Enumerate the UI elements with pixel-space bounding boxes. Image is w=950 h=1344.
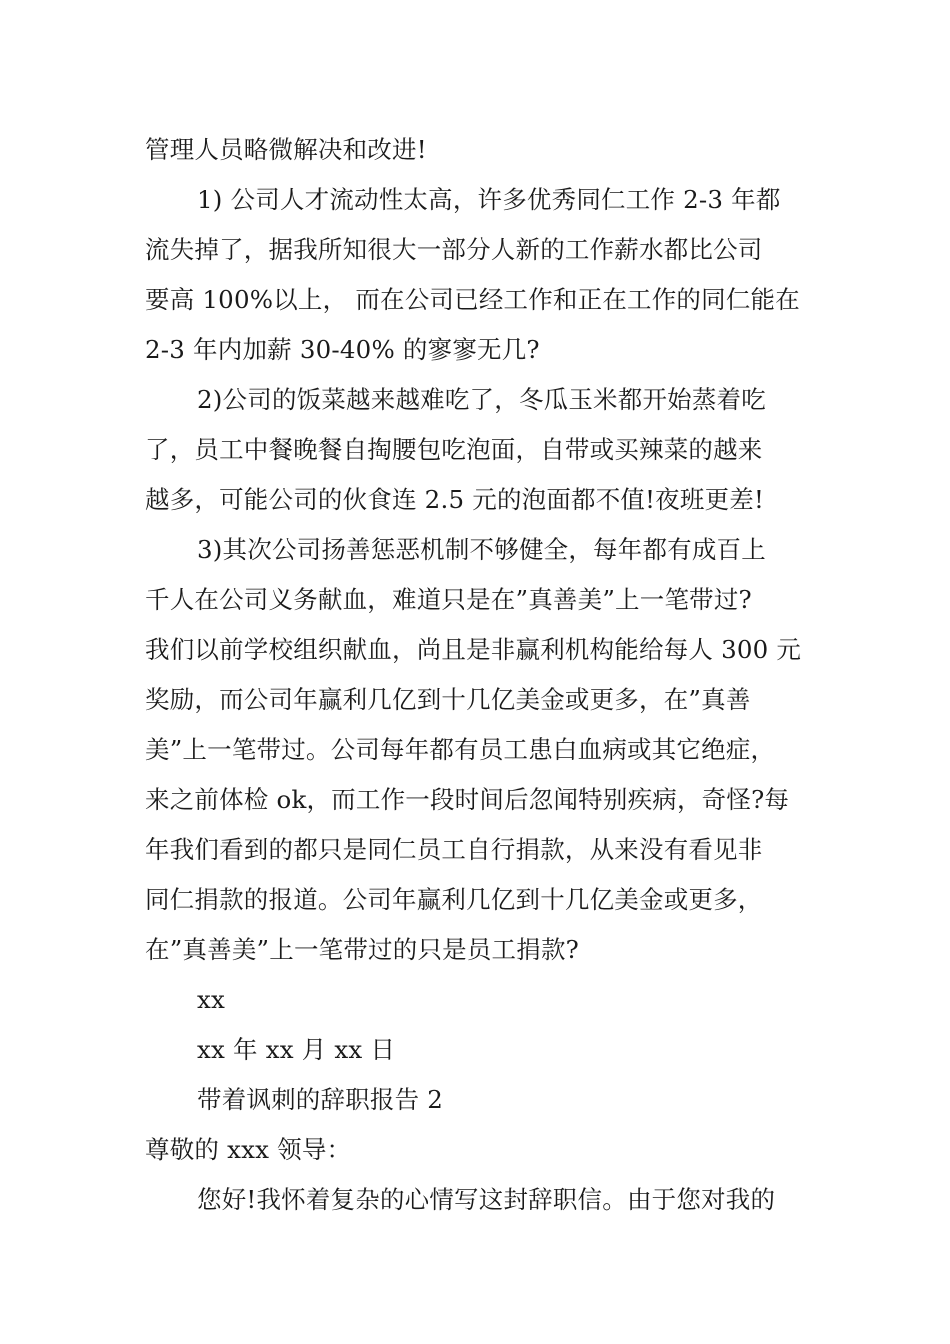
text-line: 管理人员略微解决和改进! <box>145 135 427 164</box>
text-line: 美”上一笔带过。公司每年都有员工患白血病或其它绝症， <box>145 735 776 764</box>
text-line: 流失掉了，据我所知很大一部分人新的工作薪水都比公司 <box>145 235 763 264</box>
salutation: 尊敬的 xxx 领导： <box>145 1135 352 1164</box>
section-title: 带着讽刺的辞职报告 2 <box>197 1085 444 1114</box>
text-line: 2-3 年内加薪 30-40% 的寥寥无几? <box>145 335 540 364</box>
text-line: 越多，可能公司的伙食连 2.5 元的泡面都不值!夜班更差! <box>145 485 765 514</box>
text-line: 在”真善美”上一笔带过的只是员工捐款? <box>145 935 579 964</box>
signature-date: xx 年 xx 月 xx 日 <box>197 1035 396 1064</box>
text-line: 要高 100%以上， 而在公司已经工作和正在工作的同仁能在 <box>145 285 800 314</box>
text-line: 我们以前学校组织献血，尚且是非赢利机构能给每人 300 元 <box>145 635 802 664</box>
letter-opening-line: 您好!我怀着复杂的心情写这封辞职信。由于您对我的 <box>197 1185 776 1214</box>
point-3-line: 3)其次公司扬善惩恶机制不够健全，每年都有成百上 <box>197 535 766 564</box>
text-line: 年我们看到的都只是同仁员工自行捐款，从来没有看见非 <box>145 835 763 864</box>
point-2-line: 2)公司的饭菜越来越难吃了，冬瓜玉米都开始蒸着吃 <box>197 385 766 414</box>
text-line: 了，员工中餐晚餐自掏腰包吃泡面，自带或买辣菜的越来 <box>145 435 763 464</box>
text-line: 奖励，而公司年赢利几亿到十几亿美金或更多，在”真善 <box>145 685 751 714</box>
text-line: 千人在公司义务献血，难道只是在”真善美”上一笔带过? <box>145 585 752 614</box>
text-line: 同仁捐款的报道。公司年赢利几亿到十几亿美金或更多， <box>145 885 763 914</box>
text-line: 来之前体检 ok，而工作一段时间后忽闻特别疾病，奇怪?每 <box>145 785 790 814</box>
point-1-line: 1) 公司人才流动性太高，许多优秀同仁工作 2-3 年都 <box>197 185 781 214</box>
signature-name: xx <box>197 985 226 1014</box>
